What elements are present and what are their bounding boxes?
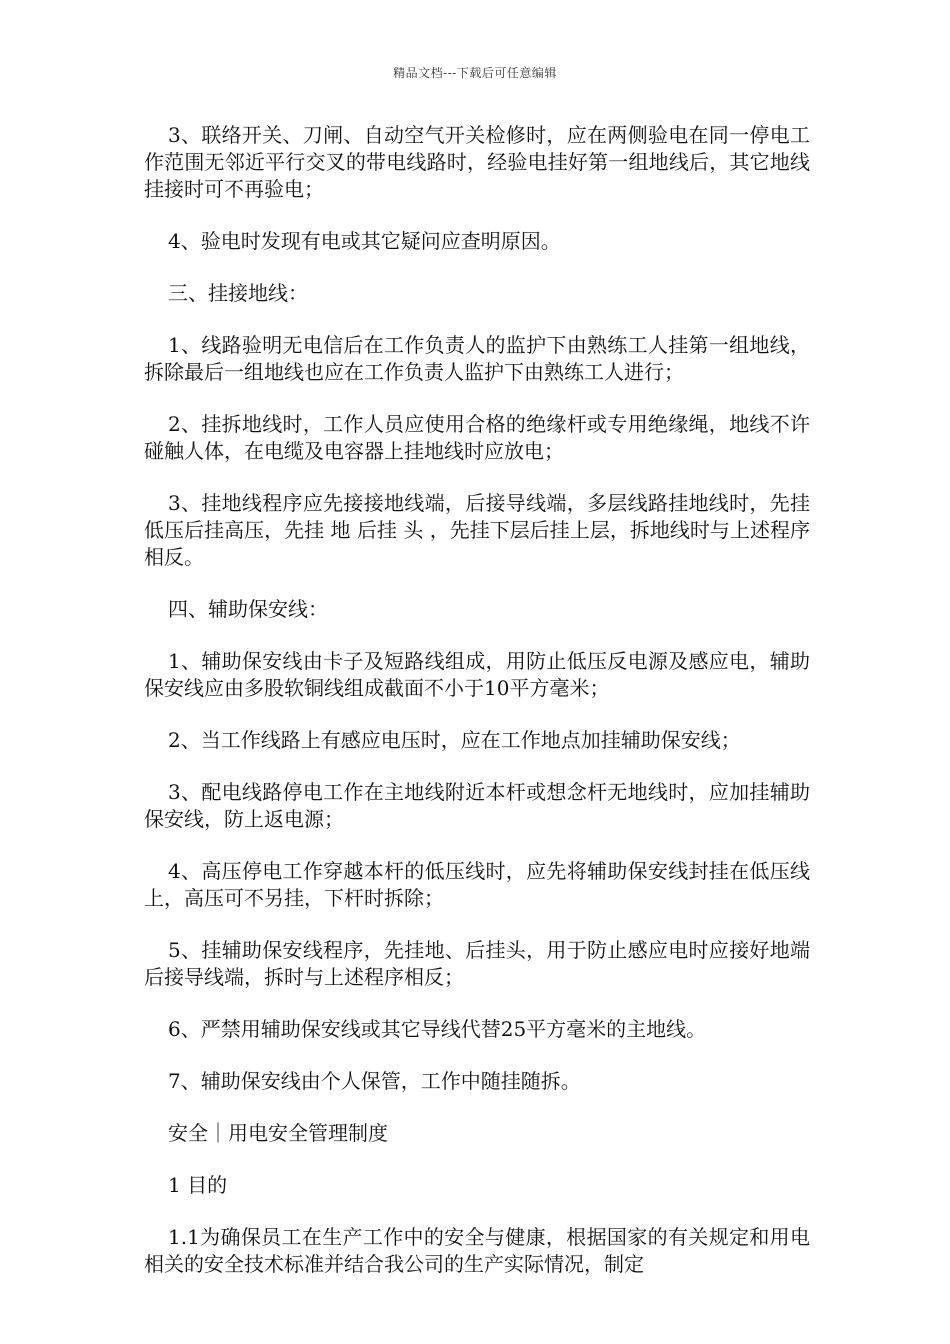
paragraph-ground-wire-2: 2、挂拆地线时，工作人员应使用合格的绝缘杆或专用绝缘绳，地线不许碰触人体，在电缆及电容器上挂地线时应放电； xyxy=(144,412,810,463)
section-heading-purpose: 1 目的 xyxy=(168,1173,228,1197)
paragraph-auxiliary-4: 4、高压停电工作穿越本杆的低压线时，应先将辅助保安线封挂在低压线上，高压可不另挂，下杆时拆除； xyxy=(144,859,810,910)
paragraph-auxiliary-6: 6、严禁用辅助保安线或其它导线代替25平方毫米的主地线。 xyxy=(168,1017,707,1041)
document-title: 安全｜用电安全管理制度 xyxy=(168,1121,388,1145)
paragraph-auxiliary-5: 5、挂辅助保安线程序，先挂地、后挂头，用于防止感应电时应接好地端后接导线端，拆时与上述程序相反； xyxy=(144,938,810,989)
paragraph-ground-wire-3: 3、挂地线程序应先接接地线端，后接导线端，多层线路挂地线时，先挂低压后挂高压，先挂 地 后挂 头 ，先挂下层后挂上层，拆地线时与上述程序相反。 xyxy=(144,491,810,569)
paragraph-verify-find-cause: 4、验电时发现有电或其它疑问应查明原因。 xyxy=(168,229,561,253)
paragraph-purpose-1-1: 1.1为确保员工在生产工作中的安全与健康，根据国家的有关规定和用电相关的安全技术标准并结合我公司的生产实际情况，制定 xyxy=(144,1225,810,1276)
paragraph-auxiliary-2: 2、当工作线路上有感应电压时，应在工作地点加挂辅助保安线； xyxy=(168,728,741,752)
paragraph-auxiliary-7: 7、辅助保安线由个人保管，工作中随挂随拆。 xyxy=(168,1069,581,1093)
document-body xyxy=(144,122,810,1303)
page-header: 精品文档---下载后可任意编辑 xyxy=(393,66,557,80)
paragraph-auxiliary-3: 3、配电线路停电工作在主地线附近本杆或想念杆无地线时，应加挂辅助保安线，防上返电源； xyxy=(144,780,810,831)
paragraph-verify-switch-maintenance: 3、联络开关、刀闸、自动空气开关检修时，应在两侧验电在同一停电工作范围无邻近平行交叉的带电线路时，经验电挂好第一组地线后，其它地线挂接时可不再验电； xyxy=(144,123,810,201)
paragraph-auxiliary-1: 1、辅助保安线由卡子及短路线组成，用防止低压反电源及感应电，辅助保安线应由多股软铜线组成截面不小于10平方毫米； xyxy=(144,649,810,700)
section-heading-auxiliary-line: 四、辅助保安线： xyxy=(168,597,328,621)
paragraph-ground-wire-1: 1、线路验明无电信后在工作负责人的监护下由熟练工人挂第一组地线，拆除最后一组地线也应在工作负责人监护下由熟练工人进行； xyxy=(144,333,810,384)
section-heading-ground-wire: 三、挂接地线： xyxy=(168,281,308,305)
